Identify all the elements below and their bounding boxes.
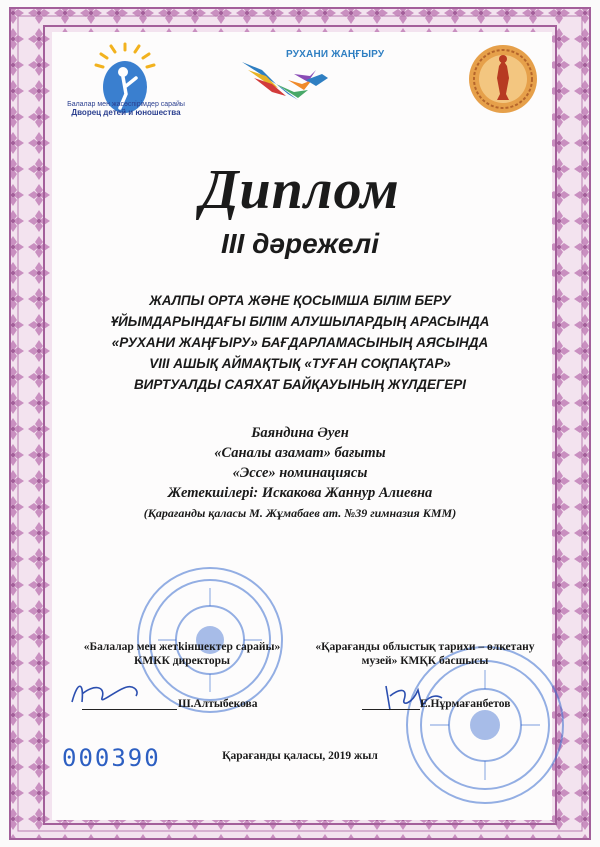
award-line: ВИРТУАЛДЫ САЯХАТ БАЙҚАУЫНЫҢ ЖҮЛДЕГЕРІ <box>133 377 467 392</box>
serial-number: 000390 <box>62 744 161 772</box>
award-description <box>60 290 540 395</box>
recipient-nomination: «Эссе» номинациясы <box>232 465 368 481</box>
recipient-name: Баяндина Әуен <box>251 425 349 441</box>
recipient-direction: «Саналы азамат» бағыты <box>214 445 386 461</box>
left-signatory-name: Ш.Алтыбекова <box>178 698 258 710</box>
right-signatory-position: музей» КМҚК басшысы <box>361 655 489 667</box>
recipient-supervisor: Жетекшілері: Искакова Жаннур Алиевна <box>167 485 433 501</box>
left-signature-image <box>66 672 146 712</box>
diploma-title: Диплом <box>200 159 400 221</box>
rukhani-zhangyru-caption: РУХАНИ ЖАҢҒЫРУ <box>286 49 385 60</box>
recipient-school: (Қарағанды қаласы М. Жұмабаев ат. №39 гимназия КММ) <box>143 506 457 520</box>
left-signatory-org: «Балалар мен жетkіншектер сарайы» <box>83 641 281 653</box>
diploma-degree: III дәрежелі <box>220 228 380 259</box>
award-line: ЖАЛПЫ ОРТА ЖӘНЕ ҚОСЫМША БІЛІМ БЕРУ <box>149 293 451 308</box>
palace-logo-caption-kz: Балалар мен жасөспірімдер сарайы <box>67 101 185 108</box>
museum-emblem-icon <box>466 42 540 116</box>
left-signatory-position: КМКК директоры <box>134 655 230 667</box>
award-line: ҰЙЫМДАРЫНДАҒЫ БІЛІМ АЛУШЫЛАРДЫҢ АРАСЫНДА <box>110 314 490 329</box>
place-and-year: Қарағанды қаласы, 2019 жыл <box>222 750 378 762</box>
left-signature-line <box>82 709 177 710</box>
right-signatory-org: «Қарағанды облыстық тарихи – өлкетану <box>315 641 535 653</box>
right-signatory-title <box>300 640 550 668</box>
palace-logo-caption <box>66 101 186 117</box>
recipient-block <box>60 423 540 523</box>
right-signature-image <box>378 676 448 716</box>
award-line: VIII АШЫҚ АЙМАҚТЫҚ «ТУҒАН СОҚПАҚТАР» <box>149 356 451 371</box>
award-line: «РУХАНИ ЖАҢҒЫРУ» БАҒДАРЛАМАСЫНЫҢ АЯСЫНДА <box>111 335 489 350</box>
left-signatory-title <box>62 640 302 668</box>
right-signatory-name: Е.Нұрмағанбетов <box>420 698 511 710</box>
right-signature-line <box>362 709 420 710</box>
palace-logo-caption-ru: Дворец детей и юношества <box>71 108 181 117</box>
